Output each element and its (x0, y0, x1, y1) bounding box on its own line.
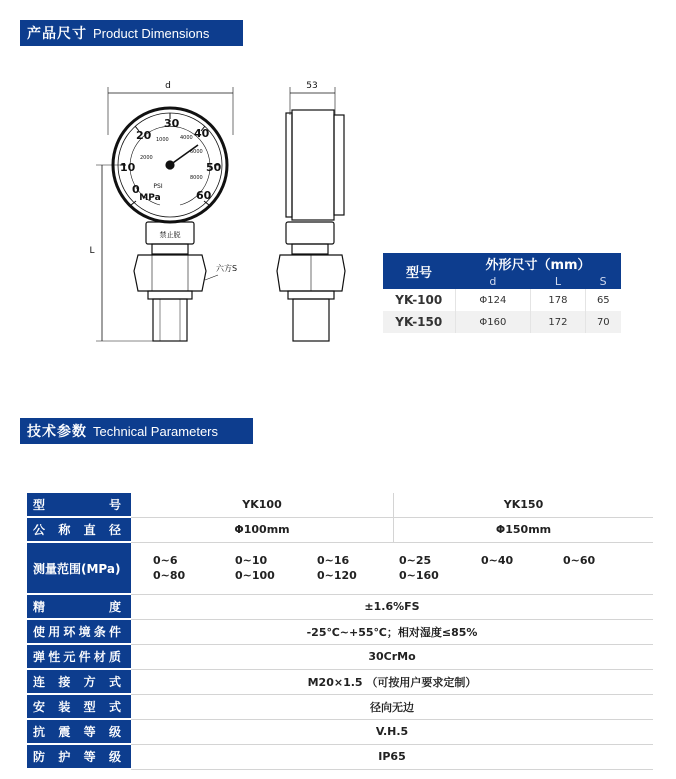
param-dia-b: Φ150mm (394, 517, 654, 542)
dim-L-label: L (89, 246, 95, 256)
param-material: 30CrMo (131, 644, 653, 669)
dim-S: 70 (585, 311, 621, 333)
param-label-text: 型 号 (33, 498, 121, 512)
dial-label-10: 10 (120, 161, 136, 174)
dim-model: YK-100 (383, 289, 455, 311)
dim-sub-d: d (455, 273, 531, 289)
dim-d-label: d (165, 81, 171, 91)
hex-nut (134, 255, 206, 291)
dial-label-60: 60 (196, 189, 212, 202)
table-row (27, 694, 653, 719)
table-row (27, 517, 653, 542)
dial-label-20: 20 (136, 129, 152, 142)
range-value: 0~60 (563, 554, 596, 567)
param-accuracy: ±1.6%FS (131, 594, 653, 619)
dial-label-40: 40 (194, 127, 210, 140)
range-value: 0~6 (153, 554, 178, 567)
psi-8000: 8000 (190, 175, 203, 181)
param-label-text: 公 称 直 径 (33, 523, 121, 537)
param-model-a: YK100 (131, 493, 394, 517)
param-label-shock (27, 719, 131, 744)
param-label-protection (27, 744, 131, 769)
psi-6000: 6000 (190, 149, 203, 155)
section-title-en: Product Dimensions (93, 25, 210, 41)
param-label-text: 弹 性 元 件 材 质 (33, 650, 121, 664)
side-case (292, 110, 334, 220)
dim-sub-L: L (531, 273, 585, 289)
param-label-text: 抗 震 等 级 (33, 725, 121, 739)
dial-label-50: 50 (206, 161, 222, 174)
dim-S: 65 (585, 289, 621, 311)
thread-stem (153, 299, 187, 341)
dial-psi: PSI (153, 183, 163, 190)
param-label-text: 精 度 (33, 600, 121, 614)
table-row (27, 542, 653, 594)
range-value: 0~10 (235, 554, 268, 567)
table-row (27, 493, 653, 517)
neck-label: 禁止脱 (159, 231, 181, 239)
param-label-text: 安 装 型 式 (33, 700, 121, 714)
dim-col-model: 型号 (383, 253, 455, 289)
param-connection: M20×1.5 （可按用户要求定制） (131, 669, 653, 694)
table-row (383, 289, 621, 311)
psi-4000: 4000 (180, 135, 193, 141)
param-install: 径向无边 (131, 694, 653, 719)
param-label-environment (27, 619, 131, 644)
table-row (27, 644, 653, 669)
param-ranges (131, 542, 653, 594)
hex-label: 六方S (216, 264, 238, 273)
param-label-text: 防 护 等 级 (33, 750, 121, 764)
param-model-b: YK150 (394, 493, 654, 517)
section-title-cn: 技术参数 (27, 424, 87, 440)
dim-d: Φ160 (455, 311, 531, 333)
dim-d: Φ124 (455, 289, 531, 311)
table-row (383, 311, 621, 333)
param-label-accuracy (27, 594, 131, 619)
range-value: 0~40 (481, 554, 514, 567)
parameters-table (27, 493, 653, 770)
dimension-table (383, 253, 621, 333)
range-value: 0~120 (317, 569, 357, 582)
dim-53-label: 53 (306, 81, 318, 91)
param-label-material (27, 644, 131, 669)
dim-sub-S: S (585, 273, 621, 289)
param-label-text: 使 用 环 境 条 件 (33, 625, 121, 639)
table-row (27, 619, 653, 644)
section-title-dimensions (20, 20, 243, 46)
dim-model: YK-150 (383, 311, 455, 333)
range-value: 0~80 (153, 569, 186, 582)
table-row (27, 744, 653, 769)
param-label-install (27, 694, 131, 719)
param-label-text: 连 接 方 式 (33, 675, 121, 689)
dial-label-0: 0 (132, 183, 140, 196)
param-protection: IP65 (131, 744, 653, 769)
section-title-technical (20, 418, 253, 444)
param-label-model (27, 493, 131, 517)
table-row (27, 719, 653, 744)
dim-L: 172 (531, 311, 585, 333)
range-value: 0~100 (235, 569, 275, 582)
table-row (27, 594, 653, 619)
param-shock: V.H.5 (131, 719, 653, 744)
dim-L: 178 (531, 289, 585, 311)
param-label-diameter (27, 517, 131, 542)
range-value: 0~16 (317, 554, 350, 567)
dim-col-group: 外形尺寸（mm） (455, 253, 621, 273)
range-value: 0~160 (399, 569, 439, 582)
gauge-needle (170, 145, 198, 165)
param-environment: -25℃~+55℃；相对湿度≤85% (131, 619, 653, 644)
table-row (27, 669, 653, 694)
section-title-en: Technical Parameters (93, 423, 218, 439)
param-dia-a: Φ100mm (131, 517, 394, 542)
param-label-range: 测量范围(MPa) (27, 542, 131, 594)
dial-label-30: 30 (164, 117, 180, 130)
psi-2000: 2000 (140, 155, 153, 161)
gauge-dimension-drawing (80, 75, 360, 355)
section-title-cn: 产品尺寸 (27, 26, 87, 42)
psi-1000: 1000 (156, 137, 169, 143)
range-value: 0~25 (399, 554, 432, 567)
param-label-connection (27, 669, 131, 694)
dial-unit: MPa (139, 193, 161, 203)
